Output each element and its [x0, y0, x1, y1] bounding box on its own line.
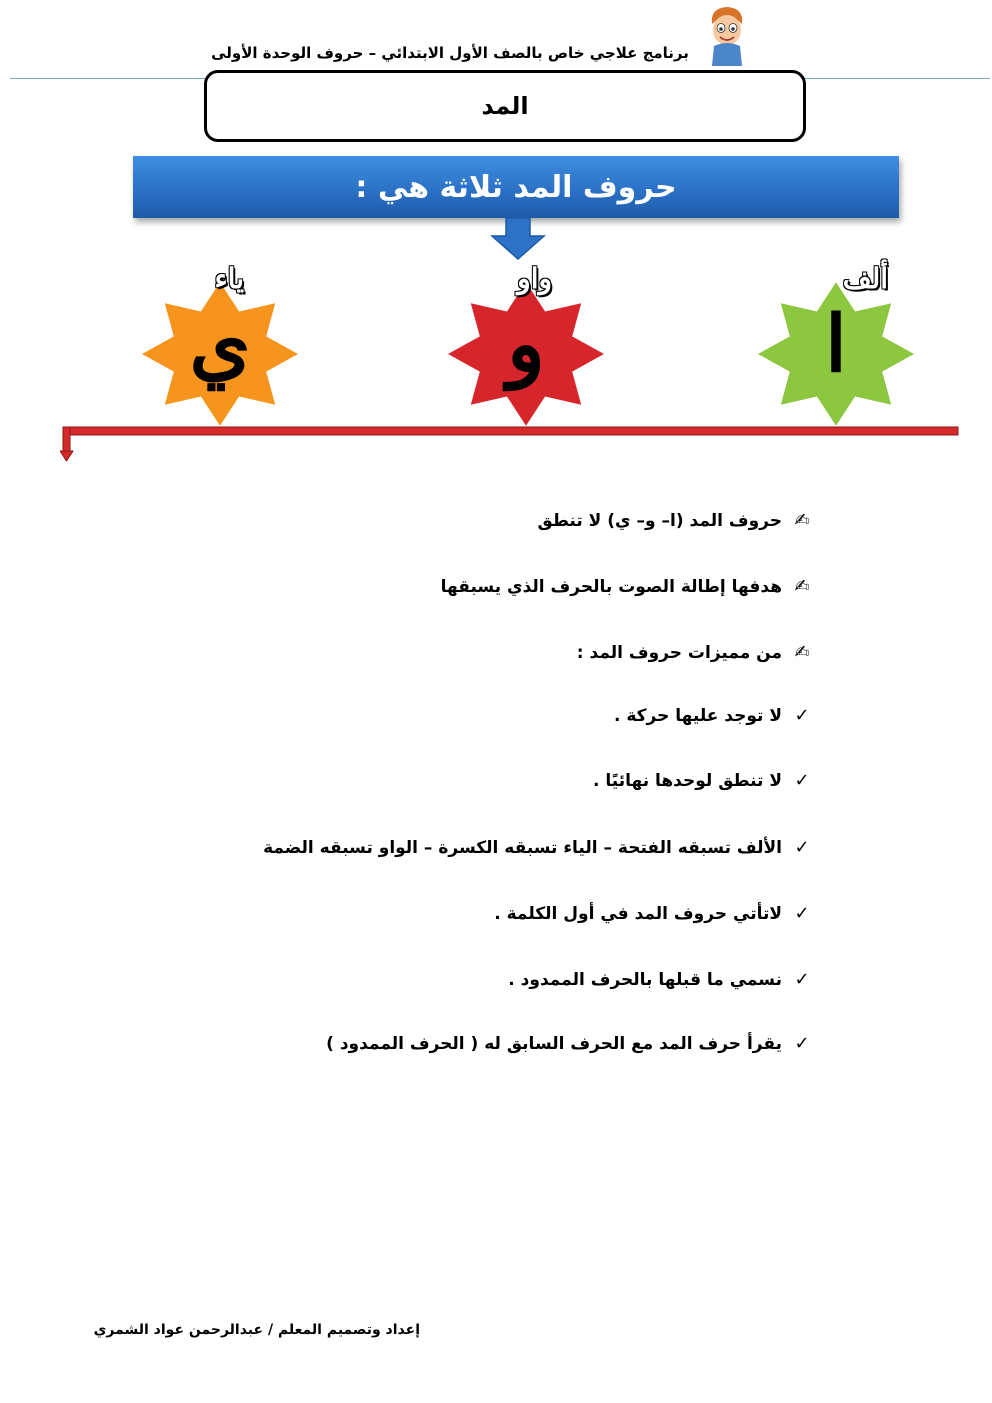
list-item-text: من مميزات حروف المد : — [576, 642, 782, 663]
star-letter: ي — [189, 299, 251, 390]
list-item-text: لا تنطق لوحدها نهائيًا . — [593, 770, 782, 791]
check-icon: ✓ — [794, 705, 810, 726]
pencil-icon: ✍ — [794, 642, 810, 663]
list-item-text: هدفها إطالة الصوت بالحرف الذي يسبقها — [440, 576, 782, 597]
list-item — [577, 642, 812, 663]
author-credit: إعداد وتصميم المعلم / عبدالرحمن عواد الشمري — [93, 1322, 420, 1338]
check-icon: ✓ — [794, 1033, 810, 1054]
check-icon: ✓ — [794, 903, 810, 924]
star-name: ألف — [842, 262, 888, 295]
list-item — [494, 903, 812, 924]
star-name: ياء — [214, 262, 244, 295]
banner-heading: حروف المد ثلاثة هي : — [133, 156, 899, 218]
list-item-text: حروف المد (ا– و– ي) لا تنطق — [537, 510, 782, 531]
lesson-title: المد — [204, 70, 806, 142]
pencil-icon: ✍ — [794, 510, 810, 531]
boy-mascot-icon — [704, 4, 750, 66]
star-alif — [752, 262, 920, 428]
star-letter: و — [507, 299, 545, 390]
list-item-text: الألف تسبقه الفتحة – الياء تسبقه الكسرة – الواو تسبقه الضمة — [263, 837, 782, 858]
check-icon: ✓ — [794, 770, 810, 791]
list-item — [508, 969, 812, 990]
pencil-icon: ✍ — [794, 576, 810, 597]
list-item-text: نسمي ما قبلها بالحرف الممدود . — [508, 969, 782, 990]
list-item — [538, 510, 812, 531]
list-item-text: لا توجد عليها حركة . — [613, 705, 782, 726]
list-item-text: يقرأ حرف المد مع الحرف السابق له ( الحرف الممدود ) — [326, 1033, 782, 1054]
list-item — [326, 1033, 812, 1054]
star-ya — [136, 262, 304, 428]
star-letter: ا — [825, 299, 847, 390]
star-name: واو — [517, 262, 552, 295]
list-item — [593, 770, 812, 791]
list-item — [441, 576, 812, 597]
list-item — [263, 837, 812, 858]
check-icon: ✓ — [794, 969, 810, 990]
header-text: برنامج علاجي خاص بالصف الأول الابتدائي – حروف الوحدة الأولى — [211, 44, 689, 62]
list-item — [614, 705, 812, 726]
list-item-text: لاتأتي حروف المد في أول الكلمة . — [494, 903, 782, 924]
star-waw — [442, 262, 610, 428]
red-divider-arrow — [60, 425, 960, 465]
check-icon: ✓ — [794, 837, 810, 858]
arrow-down-icon — [490, 218, 546, 260]
